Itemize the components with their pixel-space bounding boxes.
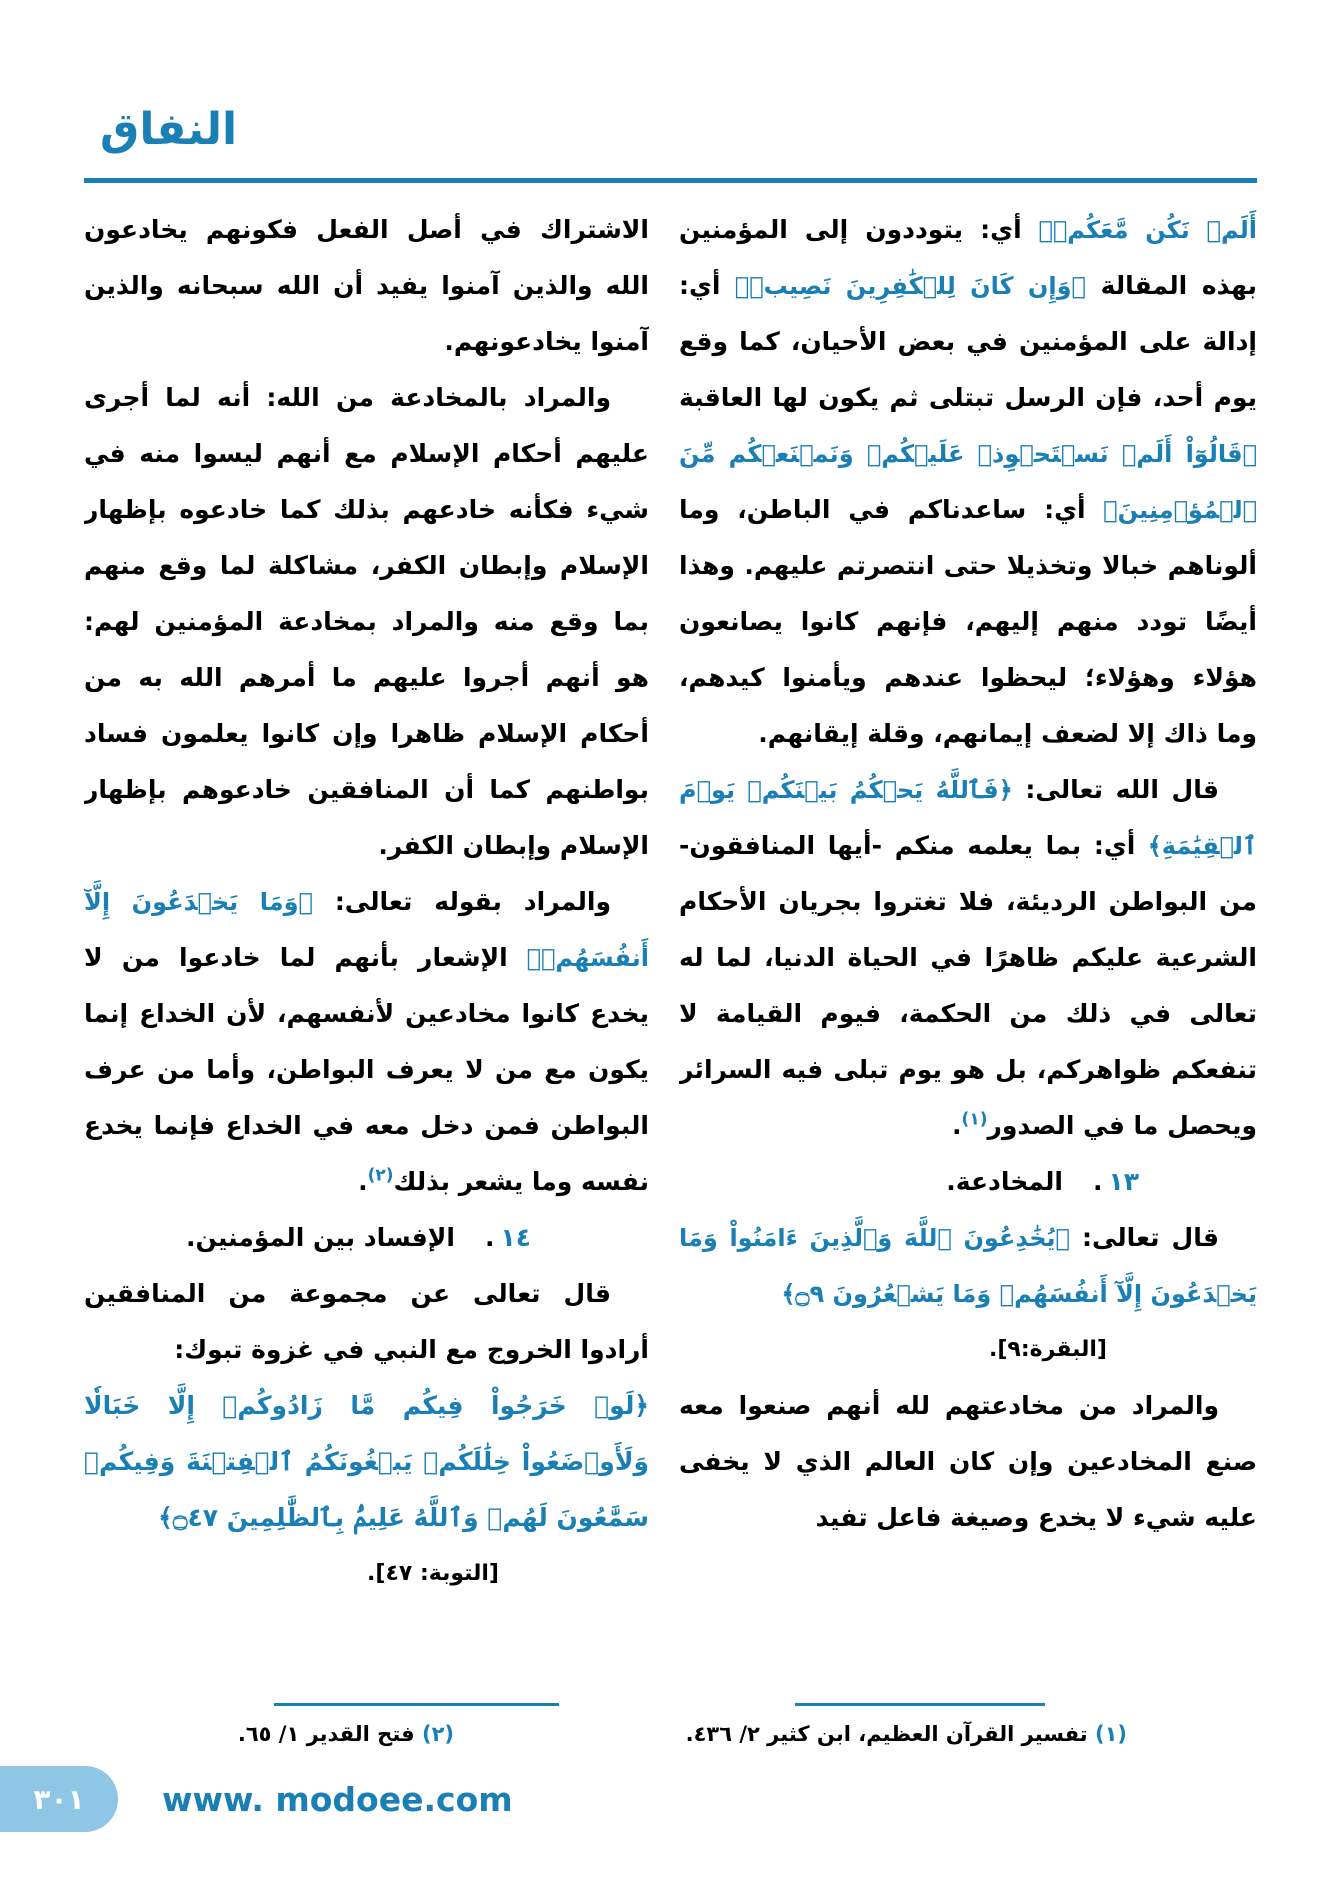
verse-citation: [التوبة: ٤٧]. (367, 1561, 499, 1586)
column-left-body (84, 202, 649, 1680)
paragraph (679, 762, 1257, 1154)
body-text: . (358, 1167, 368, 1196)
body-text: أي: يتوددون إلى المؤمنين بهذه المقالة (679, 215, 1257, 300)
page-title: النفاق (100, 104, 238, 155)
website-url: www. modoee.com (162, 1780, 513, 1819)
body-text: قال تعالى: (1069, 1223, 1219, 1252)
footnote (679, 1712, 1257, 1756)
section-title: الإفساد بين المؤمنين. (185, 1223, 455, 1252)
section-separator: . (484, 1223, 495, 1252)
body-text: والمراد من مخادعتهم لله أنهم صنعوا معه صنع المخادعين وإن كان العالم الذي لا يخفى عليه شيء لا يخدع وصيغة فاعل تفيد (679, 1391, 1257, 1532)
paragraph (84, 202, 649, 370)
body-text: أي: إدالة على المؤمنين في بعض الأحيان، كما وقع يوم أحد، فإن الرسل تبتلى ثم يكون لها العاقبة (679, 271, 1257, 412)
column-right-body (679, 202, 1257, 1680)
footnote-separator (274, 1703, 559, 1706)
footnote-marker: (٢) (421, 1722, 454, 1746)
page-number-tab (0, 1766, 118, 1832)
quran-inline: ﴿وَمَا يَخۡدَعُونَ إِلَّآ أَنفُسَهُمۡ﴾ (84, 888, 649, 972)
section-number: ١٣ (1108, 1167, 1139, 1196)
quran-inline: ﴿وَإِن كَانَ لِلۡكَٰفِرِينَ نَصِيبٞ﴾ (720, 272, 1086, 300)
paragraph (679, 1378, 1257, 1546)
column-left (84, 202, 649, 1762)
body-text: الاشتراك في أصل الفعل فكونهم يخادعون الله والذين آمنوا يفيد أن الله سبحانه والذين آمنوا يخادعونهم. (84, 215, 649, 356)
verse-citation: [البقرة:٩]. (988, 1337, 1107, 1362)
quran-inline: ﴿قَالُوٓاْ أَلَمۡ نَسۡتَحۡوِذۡ عَلَيۡكُمۡ وَنَمۡنَعۡكُم مِّنَ ٱلۡمُؤۡمِنِينَ﴾ (679, 440, 1257, 524)
quran-inline: ﴿فَٱللَّهُ يَحۡكُمُ بَيۡنَكُمۡ يَوۡمَ ٱلۡقِيَٰمَةِ﴾ (679, 776, 1257, 860)
section-number: ١٤ (500, 1223, 531, 1252)
body-text: قال الله تعالى: (1012, 775, 1220, 804)
footnote-ref: (١) (961, 1109, 988, 1130)
body-text: . (952, 1111, 962, 1140)
footnote-marker: (١) (1094, 1722, 1127, 1746)
footnote (84, 1712, 649, 1756)
footnote-text: تفسير القرآن العظيم، ابن كثير ٢/ ٤٣٦. (685, 1722, 1088, 1746)
paragraph (679, 1210, 1257, 1322)
section-title: المخادعة. (946, 1167, 1063, 1196)
text-columns (84, 202, 1257, 1762)
quran-inline: أَلَمۡ نَكُن مَّعَكُمۡ﴾ (1021, 216, 1257, 244)
paragraph (679, 202, 1257, 762)
footnote-area-right (679, 1703, 1257, 1756)
footnote-area-left (84, 1703, 649, 1756)
section-heading (84, 1210, 649, 1266)
paragraph (84, 370, 649, 874)
body-text: والمراد بقوله تعالى: (312, 887, 611, 916)
quran-inline: ﴿يُخَٰدِعُونَ ٱللَّهَ وَٱلَّذِينَ ءَامَنُواْ وَمَا يَخۡدَعُونَ إِلَّآ أَنفُسَهُمۡ وَمَا يَشۡعُرُونَ ۝٩﴾ (679, 1224, 1257, 1308)
paragraph (84, 874, 649, 1210)
quran-block: ﴿لَوۡ خَرَجُواْ فِيكُم مَّا زَادُوكُمۡ إِلَّا خَبَالٗا وَلَأَوۡضَعُواْ خِلَٰلَكُمۡ يَبۡغُونَكُمُ ٱلۡفِتۡنَةَ وَفِيكُمۡ سَمَّٰعُونَ لَهُمۡ وَٱللَّهُ عَلِيمُۢ بِٱلظَّٰلِمِينَ ۝٤٧﴾ (84, 1391, 649, 1532)
section-heading (679, 1154, 1257, 1210)
body-text: قال تعالى عن مجموعة من المنافقين أرادوا الخروج مع النبي في غزوة تبوك: (84, 1279, 649, 1364)
body-text: أي: بما يعلمه منكم -أيها المنافقون-من البواطن الرديئة، فلا تغتروا بجريان الأحكام الشرعية عليكم ظاهرًا في الحياة الدنيا، لما له تعالى في ذلك من الحكمة، فيوم القيامة لا تنفعكم ظواهركم، بل هو يوم تبلى فيه السرائر ويحصل ما في الصدور (679, 831, 1257, 1140)
body-text: الإشعار بأنهم لما خادعوا من لا يخدع كانوا مخادعين لأنفسهم، لأن الخداع إنما يكون مع من لا يعرف البواطن، وأما من عرف البواطن فمن دخل معه في الخداع فإنما يخدع نفسه وما يشعر بذلك (84, 943, 649, 1196)
paragraph (84, 1266, 649, 1378)
footnote-ref: (٢) (367, 1165, 394, 1186)
section-separator: . (1092, 1167, 1103, 1196)
footnote-separator (795, 1703, 1045, 1706)
header-rule (84, 178, 1257, 183)
page-number: ٣٠١ (33, 1782, 85, 1816)
body-text: والمراد بالمخادعة من الله: أنه لما أجرى عليهم أحكام الإسلام مع أنهم ليسوا منه في شيء فكأنه خادعهم بذلك كما خادعوه بإظهار الإسلام وإبطان الكفر، مشاكلة لما وقع منهم بما وقع منه والمراد بمخادعة المؤمنين لهم: هو أنهم أجروا عليهم ما أمرهم الله به من أحكام الإسلام ظاهرا وإن كانوا يعلمون فساد بواطنهم كما أن المنافقين خادعوهم بإظهار الإسلام وإبطان الكفر. (84, 383, 649, 860)
body-text: أي: ساعدناكم في الباطن، وما ألوناهم خبالا وتخذيلا حتى انتصرتم عليهم. وهذا أيضًا تودد منهم إليهم، فإنهم كانوا يصانعون هؤلاء وهؤلاء؛ ليحظوا عندهم ويأمنوا كيدهم، وما ذاك إلا لضعف إيمانهم، وقلة إيقانهم. (679, 495, 1257, 748)
column-right (679, 202, 1257, 1762)
footnote-text: فتح القدير ١/ ٦٥. (237, 1722, 415, 1746)
